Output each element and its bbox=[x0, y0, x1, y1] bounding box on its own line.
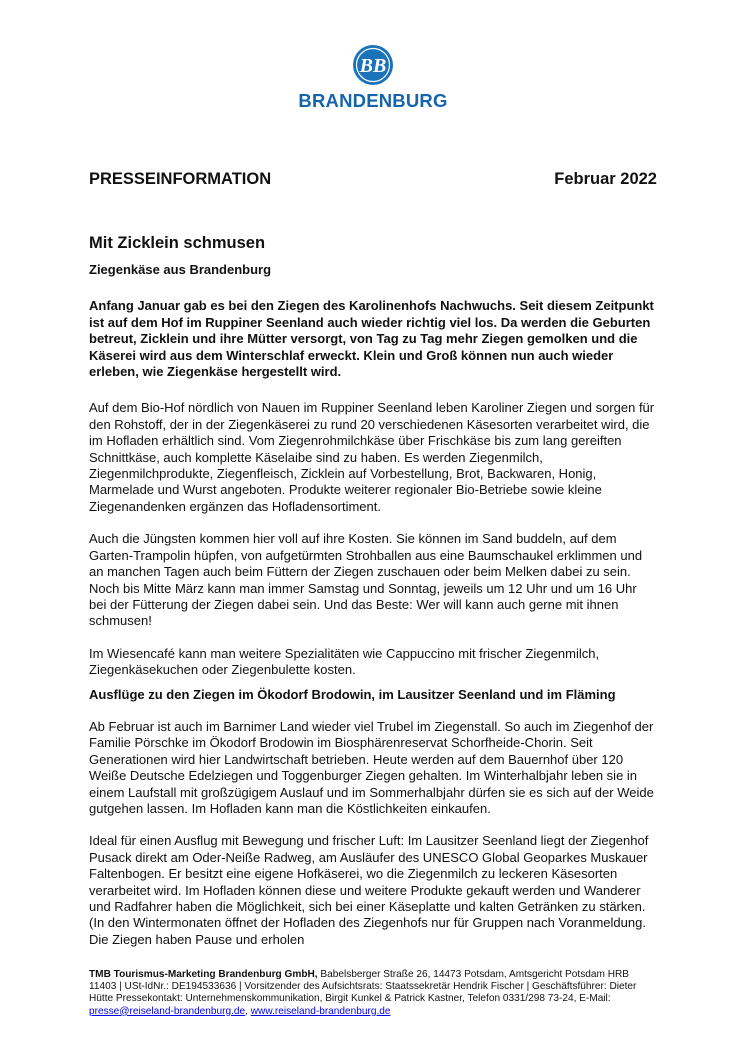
article-lead: Anfang Januar gab es bei den Ziegen des Karolinenhofs Nachwuchs. Seit diesem Zeitpunkt ist auf dem Hof im Ruppiner Seenland auch wieder richtig viel los. Da werden die Geburten betreut, Zicklein und ihre Mütter versorgt, von Tag zu Tag mehr Ziegen gemolken und die Käserei wird aus dem Winterschlaf erweckt. Klein und Groß können nun auch wieder erleben, wie Ziegenkäse hergestellt wird. bbox=[89, 298, 654, 380]
article bbox=[89, 233, 657, 964]
paragraph-hofladen: Auf dem Bio-Hof nördlich von Nauen im Ruppiner Seenland leben Karoliner Ziegen und sorgen für den Rohstoff, der in der Ziegenkäserei zu rund 20 verschiedenen Käsesorten verarbeitet wird, die im Hofladen erhältlich sind. Vom Ziegenrohmilchkäse über Frischkäse bis zum lang gereiften Schnittkäse, auch komplette Käselaibe sind zu haben. Es werden Ziegenmilch, Ziegenmilchprodukte, Ziegenfleisch, Zicklein auf Vorbestellung, Brot, Backwaren, Honig, Marmelade und Wurst angeboten. Produkte weiterer regionaler Bio-Betriebe sowie kleine Ziegenandenken ergänzen das Hofladensortiment. bbox=[89, 400, 655, 514]
emblem-letters: BB bbox=[359, 55, 387, 77]
paragraph-brodowin: Ab Februar ist auch im Barnimer Land wieder viel Trubel im Ziegenstall. So auch im Ziegenhof der Familie Pörschke im Ökodorf Brodowin im Biosphärenreservat Schorfheide-Chorin. Seit Generationen wird hier Landwirtschaft betrieben. Heute werden auf dem Bauernhof über 120 Weiße Deutsche Edelziegen und Toggenburger Ziegen gehalten. Im Winterhalbjahr leben sie in einem Laufstall mit großzügigem Auslauf und im Sommerhalbjahr dürfen sie es sich auf der Weide gutgehen lassen. Im Hofladen kann man die Köstlichkeiten einkaufen. bbox=[89, 718, 654, 816]
brandenburg-logo bbox=[0, 44, 746, 112]
article-title: Mit Zicklein schmusen bbox=[89, 234, 266, 252]
press-header bbox=[89, 170, 657, 189]
press-date: Februar 2022 bbox=[554, 170, 657, 188]
footer bbox=[89, 969, 657, 1018]
press-label: PRESSEINFORMATION bbox=[89, 170, 272, 188]
footer-website-link[interactable]: www.reiseland-brandenburg.de bbox=[250, 1005, 391, 1017]
footer-email-link[interactable]: presse@reiseland-brandenburg.de bbox=[89, 1005, 246, 1017]
brandenburg-emblem-icon bbox=[352, 44, 394, 86]
paragraph-pusack: Ideal für einen Ausflug mit Bewegung und frischer Luft: Im Lausitzer Seenland liegt der Ziegenhof Pusack direkt am Oder-Neiße Radweg, am Ausläufer des UNESCO Global Geoparkes Muskauer Faltenbogen. Er besitzt eine eigene Hofkäserei, wo die Ziegenmilch zu leckeren Käsesorten verarbeitet wird. Im Hofladen können diese und weitere Produkte gekauft werden und Wanderer und Radfahrer haben die Möglichkeit, sich bei einer Käseplatte und kalten Getränken zu stärken. (In den Wintermonaten öffnet der Hofladen des Ziegenhofs nur für Gruppen nach Voranmeldung. Die Ziegen haben Pause und erholen bbox=[89, 833, 649, 947]
footer-details: Babelsberger Straße 26, 14473 Potsdam, Amtsgericht Potsdam HRB 11403 | USt-IdNr.: DE194533636 | Vorsitzender des Aufsichtsrats: Staatssekretär Hendrik Fischer | Geschäftsführer: Dieter Hütte Pressekontakt: Unternehmenskommunikation, Birgit Kunkel & Patrick Kastner, Telefon 0331/298 73-24, E-Mail: bbox=[89, 969, 637, 1005]
section-heading: Ausflüge zu den Ziegen im Ökodorf Brodowin, im Lausitzer Seenland und im Fläming bbox=[89, 686, 616, 702]
paragraph-kinder: Auch die Jüngsten kommen hier voll auf ihre Kosten. Sie können im Sand buddeln, auf dem Garten-Trampolin hüpfen, von aufgetürmten Strohballen aus eine Baumschaukel erklimmen und an manchen Tagen auch beim Füttern der Ziegen zuschauen oder beim Melken dabei zu sein. Noch bis Mitte März kann man immer Samstag und Sonntag, jeweils um 12 Uhr und um 16 Uhr bei der Fütterung der Ziegen dabei sein. Und das Beste: Wer will kann auch gerne mit ihnen schmusen! bbox=[89, 531, 643, 629]
footer-company: TMB Tourismus-Marketing Brandenburg GmbH, bbox=[89, 969, 318, 980]
article-subtitle: Ziegenkäse aus Brandenburg bbox=[89, 262, 272, 277]
paragraph-wiesencafe: Im Wiesencafé kann man weitere Spezialitäten wie Cappuccino mit frischer Ziegenmilch, Ziegenkäsekuchen oder Ziegenbulette kosten. bbox=[89, 645, 600, 678]
footer-separator: , bbox=[245, 1005, 251, 1017]
brand-wordmark: BRANDENBURG bbox=[298, 90, 448, 111]
